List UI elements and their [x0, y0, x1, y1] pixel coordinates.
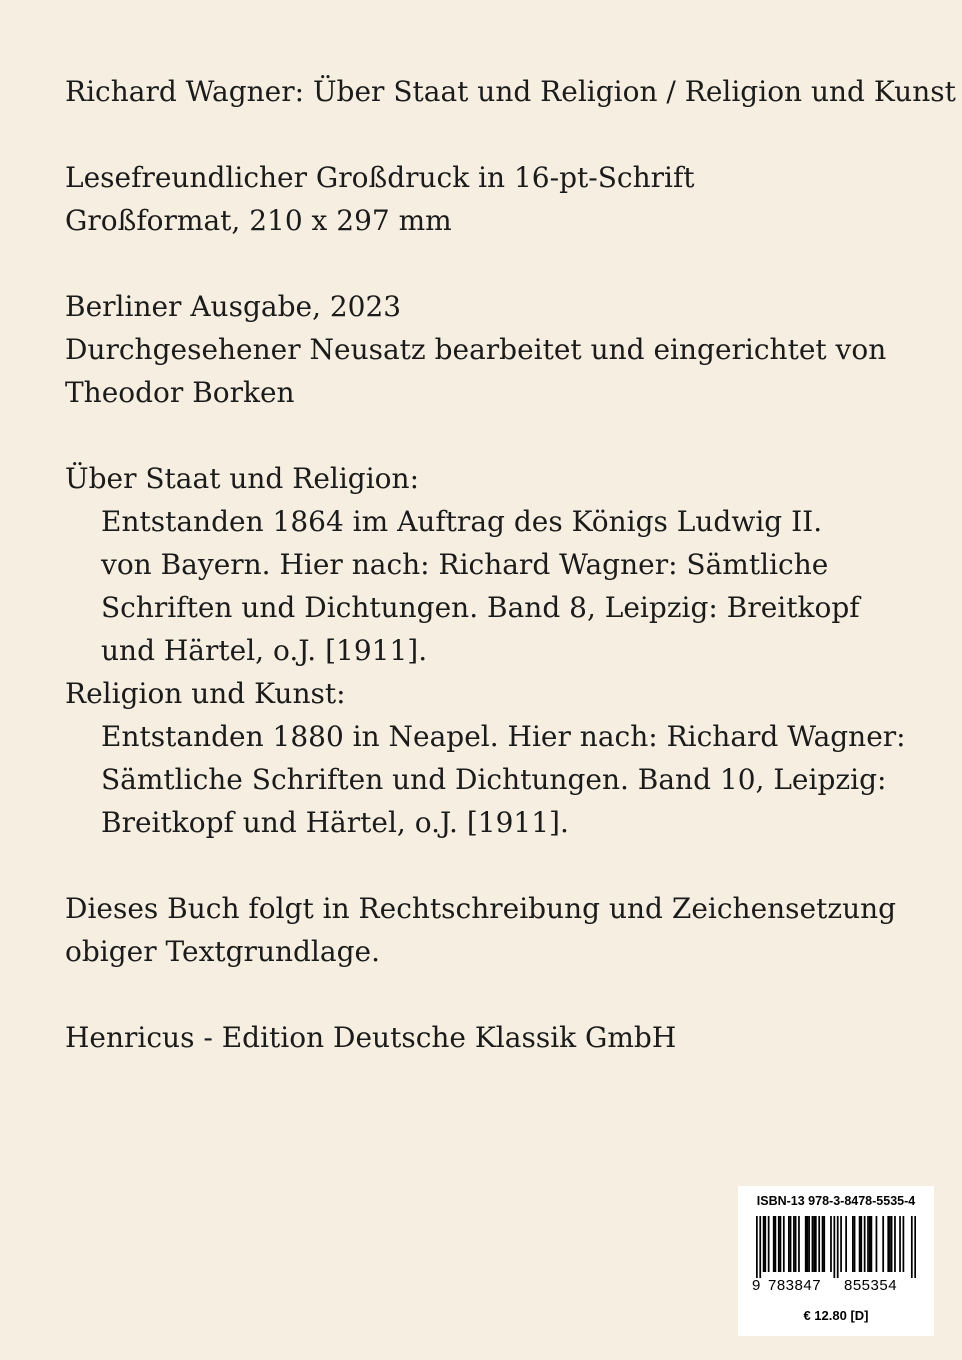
source-line: und Härtel, o.J. [1911].	[101, 634, 428, 667]
print-size-line: Lesefreundlicher Großdruck in 16-pt-Schrift	[65, 161, 695, 194]
source-line: Breitkopf und Härtel, o.J. [1911].	[101, 806, 569, 839]
isbn-number: ISBN-13 978-3-8478-5535-4	[756, 1194, 916, 1208]
imprint-text	[65, 70, 956, 1059]
barcode-digits-right: 855354	[844, 1277, 898, 1294]
barcode-digits-left: 783847	[768, 1277, 822, 1294]
edition-line: Berliner Ausgabe, 2023	[65, 290, 402, 323]
source-line: Entstanden 1864 im Auftrag des Königs Ludwig II.	[101, 505, 823, 538]
source-line: Schriften und Dichtungen. Band 8, Leipzig: Breitkopf	[101, 591, 860, 624]
source-heading: Über Staat und Religion:	[65, 462, 420, 495]
barcode-icon	[756, 1216, 916, 1278]
editor-name: Theodor Borken	[65, 376, 295, 409]
editor-line: Durchgesehener Neusatz bearbeitet und eingerichtet von	[65, 333, 887, 366]
isbn-barcode-label	[738, 1186, 934, 1336]
book-title-line: Richard Wagner: Über Staat und Religion / Religion und Kunst	[65, 75, 956, 108]
source-line: Sämtliche Schriften und Dichtungen. Band 10, Leipzig:	[101, 763, 887, 796]
source-line: Entstanden 1880 in Neapel. Hier nach: Richard Wagner:	[101, 720, 906, 753]
orthography-note-line: Dieses Buch folgt in Rechtschreibung und Zeichensetzung	[65, 892, 897, 925]
orthography-note-line: obiger Textgrundlage.	[65, 935, 380, 968]
source-line: von Bayern. Hier nach: Richard Wagner: Sämtliche	[101, 548, 829, 581]
publisher-line: Henricus - Edition Deutsche Klassik GmbH	[65, 1021, 677, 1054]
source-heading: Religion und Kunst:	[65, 677, 346, 710]
paper-format-line: Großformat, 210 x 297 mm	[65, 204, 452, 237]
price-label: € 12.80 [D]	[803, 1308, 869, 1323]
barcode-digit-first: 9	[752, 1277, 761, 1294]
